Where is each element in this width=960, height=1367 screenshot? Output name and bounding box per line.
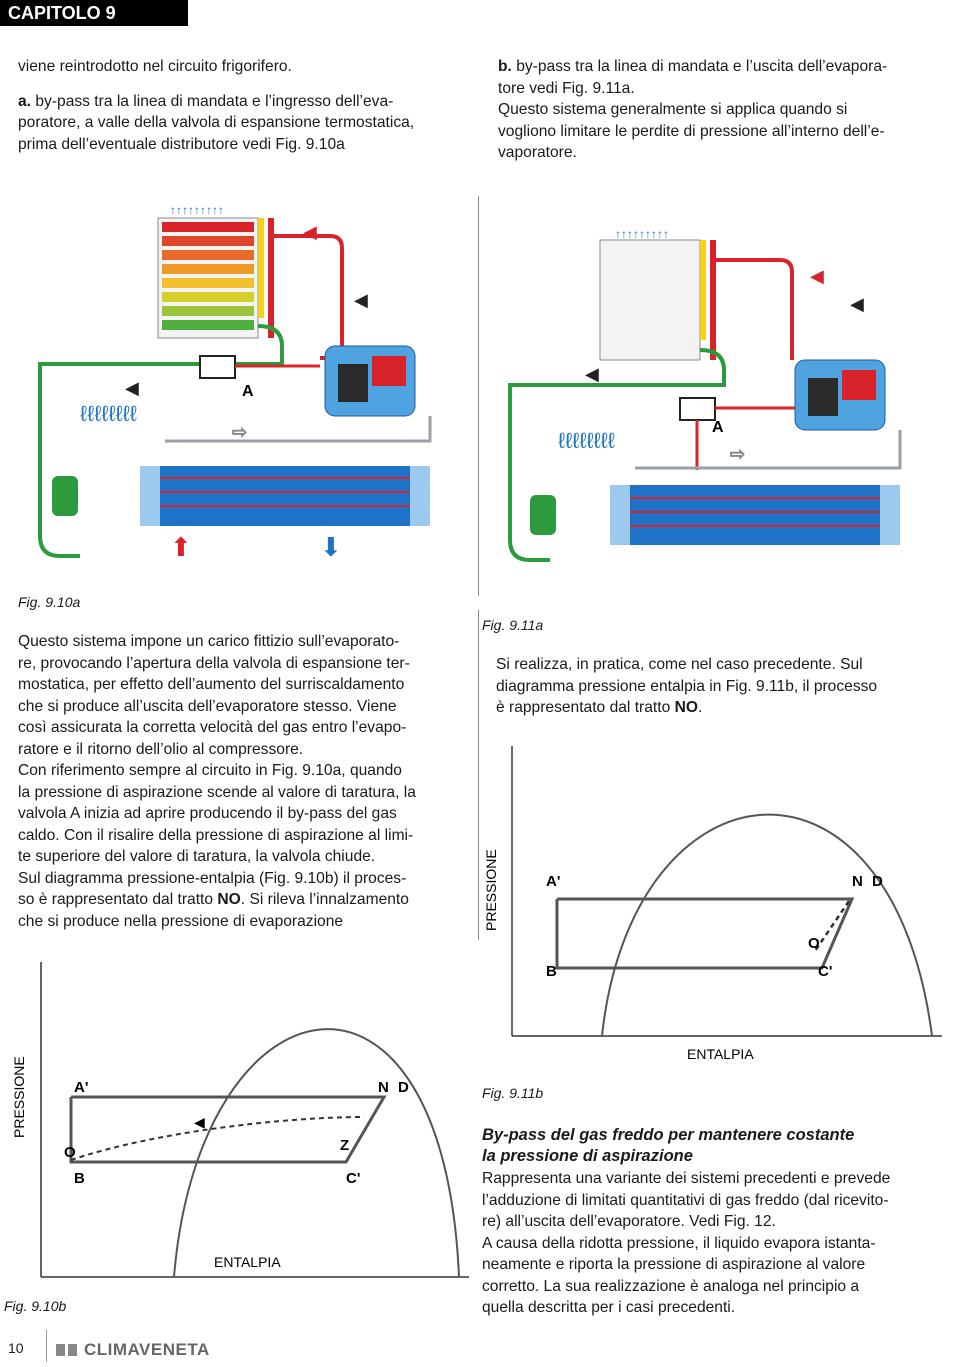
item-b-line2: tore vedi Fig. 9.11a. <box>498 79 635 97</box>
coil-row <box>162 264 254 274</box>
coil-row <box>162 222 254 232</box>
item-a-line3: prima dell’eventuale distributore vedi Fig. 9.10a <box>18 135 345 153</box>
compressor <box>795 360 885 430</box>
filter-drier <box>530 495 556 535</box>
section-line: neamente e riporta la pressione di aspirazione al valore <box>482 1256 866 1273</box>
flow-arrow-icon: ⇨ <box>232 422 248 442</box>
item-b <box>498 56 948 164</box>
coil-row <box>162 292 254 302</box>
item-a-line2: poratore, a valle della valvola di espansione termostatica, <box>18 114 415 131</box>
flow-arrow-icon: ◀ <box>585 364 599 384</box>
body-left-line: re, provocando l’apertura della valvola di espansione ter- <box>18 654 410 672</box>
flow-arrow-icon: ◀ <box>125 378 139 398</box>
intro-text <box>18 56 458 155</box>
brand-name: CLIMAVENETA <box>84 1340 210 1359</box>
body-left-line: ratore e il ritorno dell’olio al compressore. <box>18 740 304 758</box>
flow-arrow-icon: ◀ <box>354 290 368 310</box>
body-left-line: te superiore del valore di taratura, la valvola chiude. <box>18 848 376 865</box>
body-left-line: so è rappresentato dal tratto <box>18 891 214 908</box>
page-number: 10 <box>8 1340 24 1356</box>
caption-fig-9-10a: Fig. 9.10a <box>18 594 81 610</box>
item-b-marker: b. <box>498 58 512 75</box>
evaporator <box>610 485 900 545</box>
y-axis-label: PRESSIONE <box>11 1056 27 1138</box>
point-d: D <box>872 873 883 890</box>
y-axis-label: PRESSIONE <box>483 849 499 931</box>
valve-label-a: A <box>712 419 724 436</box>
body-left-line: che si produce all’uscita dell’evaporatore stesso. Viene <box>18 697 397 715</box>
coil-row <box>162 236 254 246</box>
body-left-line: che si produce nella pressione di evaporazione <box>18 912 344 930</box>
filter-drier <box>52 476 78 516</box>
bypass-valve-a <box>200 356 320 378</box>
body-left-line: la pressione di aspirazione scende al valore di taratura, la <box>18 783 416 801</box>
section-line: re) all’uscita dell’evaporatore. Vedi Fig. 12. <box>482 1213 776 1230</box>
point-a1: A' <box>74 1079 89 1096</box>
liquid-line <box>40 364 200 556</box>
section-cold-gas-bypass <box>482 1125 947 1319</box>
section-line: A causa della ridotta pressione, il liquido evapora istanta- <box>482 1234 876 1252</box>
body-right-line3: è rappresentato dal tratto <box>496 699 671 716</box>
circuit-diagram-9-11a <box>490 210 930 590</box>
body-left-line: Questo sistema impone un carico fittizio sull’evaporato- <box>18 633 400 650</box>
coil-row <box>162 320 254 330</box>
ph-diagram-9-10b <box>4 952 474 1292</box>
discharge-line <box>274 236 342 358</box>
expansion-coil: ℓℓℓℓℓℓℓℓ <box>558 428 615 453</box>
section-title-line1: By-pass del gas freddo per mantenere costante <box>482 1126 855 1144</box>
item-b-line1: by-pass tra la linea di mandata e l’uscita dell’evapora- <box>516 58 888 75</box>
coil-row <box>162 278 254 288</box>
point-n: N <box>852 873 863 890</box>
body-left <box>18 631 458 932</box>
arrow-down-icon: ⬇ <box>320 532 342 562</box>
flow-arrow-icon: ◀ <box>810 266 824 286</box>
arrow-icon: ◀ <box>194 1114 205 1130</box>
flow-arrow-icon: ⇨ <box>730 444 746 464</box>
body-right <box>496 654 946 719</box>
coil-row <box>162 250 254 260</box>
header-red <box>710 240 716 360</box>
svg-text:↑↑↑↑↑↑↑↑↑: ↑↑↑↑↑↑↑↑↑ <box>170 203 224 217</box>
item-a-marker: a. <box>18 92 32 110</box>
segment-no: NO <box>674 699 698 716</box>
column-divider <box>478 610 479 940</box>
valve-label-a: A <box>242 383 254 400</box>
body-right-line3-end: . <box>697 699 703 716</box>
point-b: B <box>546 963 557 980</box>
cycle-path <box>557 899 852 968</box>
flow-arrow-icon: ◀ <box>303 222 317 242</box>
body-left-line: caldo. Con il risalire della pressione di aspirazione al limi- <box>18 826 414 844</box>
cycle-path <box>71 1097 384 1162</box>
header-red <box>268 218 274 338</box>
flow-arrow-icon: ◀ <box>850 294 864 314</box>
item-a-line1: by-pass tra la linea di mandata e l’ingresso dell’eva- <box>35 92 394 110</box>
discharge-line <box>716 260 792 360</box>
fan-icon <box>170 203 224 217</box>
body-left-line: valvola A inizia ad aprire producendo il by-pass del gas <box>18 805 397 822</box>
point-o: O <box>64 1144 76 1161</box>
saturation-curve <box>602 815 932 1036</box>
suction-line <box>165 416 430 441</box>
caption-fig-9-10b: Fig. 9.10b <box>4 1298 67 1314</box>
point-n: N <box>378 1079 389 1096</box>
condenser-coil <box>600 240 700 360</box>
condenser-coil <box>158 218 258 338</box>
ph-diagram-9-11b <box>482 736 948 1066</box>
section-line: Rappresenta una variante dei sistemi precedenti e prevede <box>482 1170 891 1187</box>
body-right-line2: diagramma pressione entalpia in Fig. 9.11b, il processo <box>496 677 878 695</box>
arrow-up-icon: ⬆ <box>170 532 192 562</box>
point-d: D <box>398 1079 409 1096</box>
item-b-line4: vogliono limitare le perdite di pressione all’interno dell’e- <box>498 122 885 140</box>
footer-divider <box>46 1330 47 1362</box>
caption-fig-9-11a: Fig. 9.11a <box>482 617 544 633</box>
section-title-line2: la pressione di aspirazione <box>482 1147 693 1165</box>
body-left-line: . Si rileva l’innalzamento <box>240 891 409 908</box>
segment-no: NO <box>217 891 241 908</box>
header-yellow <box>258 218 264 318</box>
brand-logo <box>56 1340 210 1360</box>
x-axis-label: ENTALPIA <box>214 1254 281 1270</box>
caption-fig-9-11b: Fig. 9.11b <box>482 1085 544 1101</box>
circuit-diagram-9-10a <box>20 196 460 576</box>
column-divider <box>478 196 479 596</box>
item-a <box>18 91 458 156</box>
evaporator <box>140 466 430 526</box>
coil-row <box>162 306 254 316</box>
point-b: B <box>74 1170 85 1187</box>
compressor <box>325 346 415 416</box>
point-a1: A' <box>546 873 561 890</box>
fan-icon: ↑↑↑↑↑↑↑↑↑ <box>615 227 669 241</box>
point-z: Z <box>340 1137 350 1154</box>
intro-line: viene reintrodotto nel circuito frigorifero. <box>18 58 292 75</box>
segment-curve <box>71 1117 364 1160</box>
saturation-curve <box>174 1029 459 1277</box>
x-axis-label: ENTALPIA <box>687 1046 754 1062</box>
suction-line <box>635 430 900 468</box>
section-line: quella descritta per i casi precedenti. <box>482 1299 736 1316</box>
item-b-line5: vaporatore. <box>498 144 577 161</box>
body-left-line: mostatica, per effetto dell’aumento del surriscaldamento <box>18 676 405 693</box>
section-line: l’adduzione di limitati quantitativi di gas freddo (dal ricevito- <box>482 1191 889 1209</box>
point-c1: C' <box>346 1170 361 1187</box>
point-c1: C' <box>818 963 833 980</box>
item-b-line3: Questo sistema generalmente si applica quando si <box>498 101 848 118</box>
body-left-line: così assicurata la corretta velocità del gas entro l’evapo- <box>18 719 407 736</box>
body-left-line: Con riferimento sempre al circuito in Fig. 9.10a, quando <box>18 762 402 779</box>
section-line: corretto. La sua realizzazione è analoga nel principio a <box>482 1277 860 1295</box>
body-right-line1: Si realizza, in pratica, come nel caso precedente. Sul <box>496 656 863 673</box>
expansion-coil: ℓℓℓℓℓℓℓℓ <box>80 401 137 426</box>
point-o: O <box>808 935 820 952</box>
header-yellow <box>700 240 706 340</box>
body-left-line: Sul diagramma pressione-entalpia (Fig. 9.10b) il proces- <box>18 869 407 887</box>
chapter-header: CAPITOLO 9 <box>0 0 188 26</box>
brand-mark-icon <box>56 1340 78 1360</box>
